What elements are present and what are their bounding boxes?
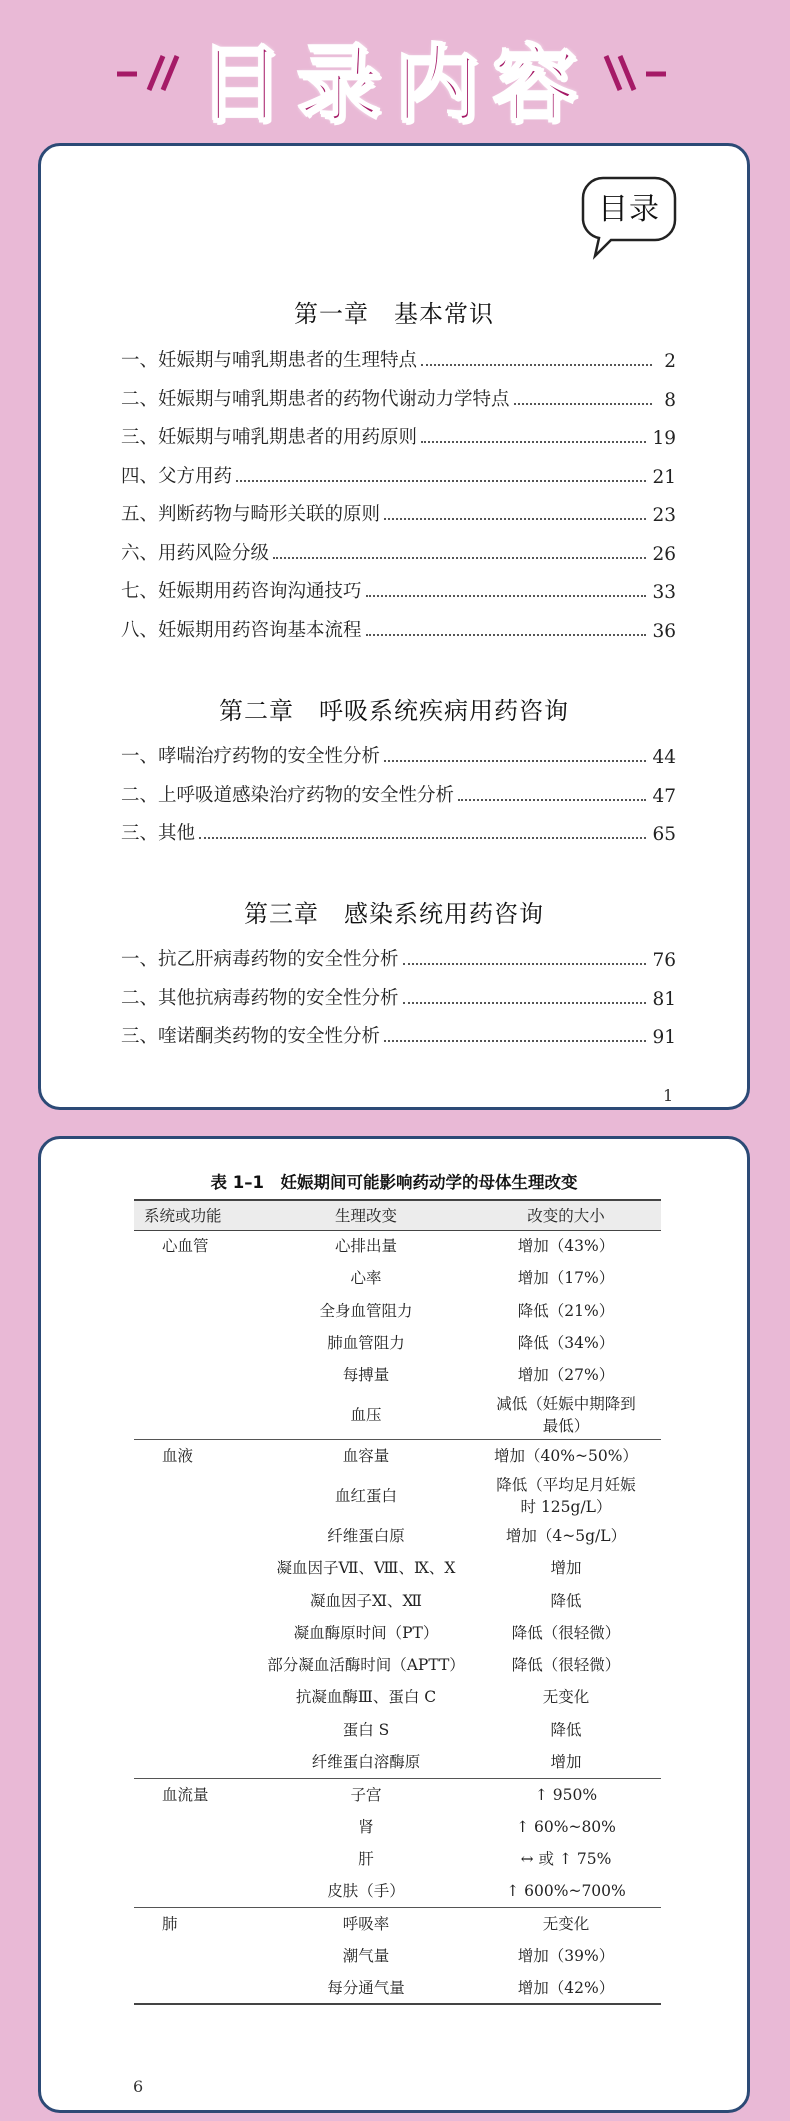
page-number: 6: [133, 2077, 144, 2096]
table-row: 潮气量 增加（39%）: [342, 1946, 615, 1965]
toc-card: [38, 143, 750, 1110]
table-row: 每搏量 增加（27%）: [342, 1366, 615, 1385]
toc-item[interactable]: 二、妊娠期与哺乳期患者的药物代谢动力学特点 8: [121, 388, 676, 411]
table-row: 全身血管阻力 降低（21%）: [319, 1301, 615, 1320]
table-row: 血流量 子宫 ↑ 950%: [134, 1778, 661, 1810]
toc-item[interactable]: 二、其他抗病毒药物的安全性分析 81: [121, 987, 676, 1010]
toc-item[interactable]: 三、喹诺酮类药物的安全性分析 91: [121, 1026, 676, 1048]
toc-item[interactable]: 六、用药风险分级 26: [121, 542, 676, 565]
table-row: 肺 呼吸率 无变化: [134, 1907, 661, 1939]
table-row: 肝 ↔ 或 ↑ 75%: [358, 1849, 612, 1868]
column-header: 生理改变: [334, 1207, 397, 1226]
toc-item[interactable]: 二、上呼吸道感染治疗药物的安全性分析 47: [121, 784, 676, 807]
table-row: 纤维蛋白原 增加（4~5g/L）: [327, 1526, 627, 1545]
table-row: 抗凝血酶Ⅲ、蛋白 C 无变化: [295, 1688, 590, 1707]
toc-item[interactable]: 四、父方用药 21: [121, 465, 676, 488]
table-row: 纤维蛋白溶酶原 增加: [311, 1752, 582, 1771]
toc-item[interactable]: 五、判断药物与畸形关联的原则 23: [121, 504, 676, 526]
table-row: 血压 减低（妊娠中期降到最低）: [350, 1395, 636, 1436]
table-row: 蛋白 S 降低: [342, 1720, 582, 1739]
table-row: 肺血管阻力 降低（34%）: [327, 1334, 615, 1353]
toc-item[interactable]: 一、抗乙肝病毒药物的安全性分析 76: [121, 949, 676, 971]
slash-decoration-icon: [598, 52, 670, 92]
toc-badge-label: 目录: [598, 192, 660, 227]
toc-item[interactable]: 三、妊娠期与哺乳期患者的用药原则 19: [121, 427, 676, 449]
table-row: 每分通气量 增加（42%）: [327, 1978, 615, 1997]
banner: [0, 0, 790, 135]
table-row: 凝血酶原时间（PT） 降低（很轻微）: [293, 1623, 621, 1642]
toc-item[interactable]: 一、哮喘治疗药物的安全性分析 44: [121, 746, 676, 768]
table-row: 心血管 心排出量 增加（43%）: [162, 1237, 615, 1256]
table-row: 凝血因子Ⅺ、Ⅻ 降低: [310, 1591, 582, 1610]
chapter-title: 第二章 呼吸系统疾病用药咨询: [219, 697, 569, 725]
banner-title: 目录内容: [198, 36, 591, 134]
chapter-title: 第一章 基本常识: [294, 300, 494, 328]
page-number: 1: [663, 1086, 674, 1105]
physiology-table: [134, 1199, 661, 2005]
toc-item[interactable]: 七、妊娠期用药咨询沟通技巧 33: [121, 581, 676, 603]
toc-item[interactable]: 三、其他 65: [121, 823, 676, 845]
toc-item[interactable]: 一、妊娠期与哺乳期患者的生理特点 2: [121, 350, 676, 372]
table-row: 血红蛋白 降低（平均足月妊娠时 125g/L）: [334, 1475, 636, 1516]
table-row: 凝血因子Ⅶ、Ⅷ、Ⅸ、Ⅹ 增加: [276, 1559, 582, 1578]
column-header: 系统或功能: [144, 1207, 222, 1226]
table-card: [38, 1136, 750, 2113]
table-row: 心率 增加（17%）: [350, 1269, 615, 1288]
table-row: 部分凝血活酶时间（APTT） 降低（很轻微）: [267, 1656, 621, 1675]
table-row: 肾 ↑ 60%~80%: [358, 1817, 616, 1836]
table-header-row: [134, 1200, 661, 1230]
table-row: 血液 血容量 增加（40%~50%）: [134, 1439, 661, 1471]
table-row: 皮肤（手） ↑ 600%~700%: [327, 1881, 626, 1900]
table-caption: 表 1–1 妊娠期间可能影响药动学的母体生理改变: [210, 1173, 578, 1192]
toc-item[interactable]: 八、妊娠期用药咨询基本流程 36: [121, 619, 676, 642]
chapter-title: 第三章 感染系统用药咨询: [244, 900, 544, 928]
column-header: 改变的大小: [527, 1207, 605, 1226]
